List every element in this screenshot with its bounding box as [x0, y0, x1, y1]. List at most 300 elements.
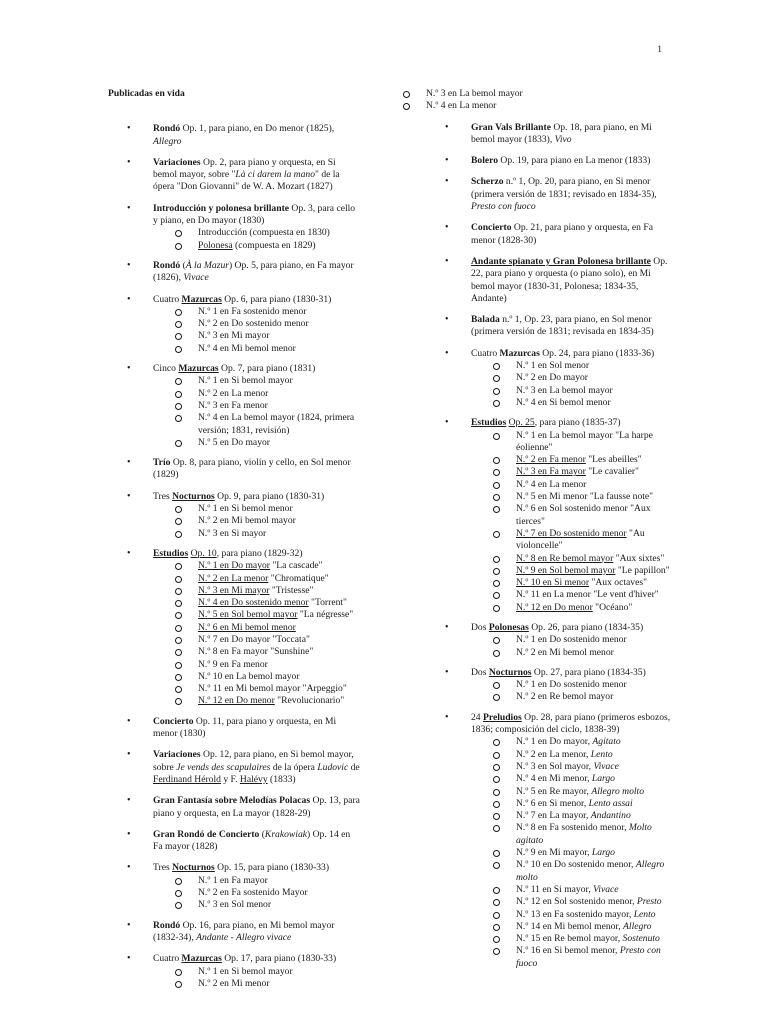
- text-segment: N.º 8 en Fa mayor "Sunshine": [198, 646, 314, 658]
- text-segment: Mazurcas: [499, 347, 540, 359]
- sub-item: [153, 683, 360, 695]
- text-segment: Rondó: [153, 123, 181, 135]
- text-segment: "Aux sixtes": [613, 552, 665, 564]
- sub-item: [153, 671, 360, 683]
- work-link[interactable]: N.º 3 en Mi mayor: [198, 584, 270, 596]
- work-link[interactable]: Nocturnos: [172, 490, 215, 502]
- text-segment: N.º 1 en Si bemol mayor: [198, 375, 293, 387]
- text-segment: N.º 1 en La bemol mayor "La harpe éolienne": [516, 429, 653, 453]
- work-title: [153, 548, 360, 560]
- work-title: [471, 667, 672, 679]
- sub-item: [153, 646, 360, 658]
- sub-item: [153, 622, 360, 634]
- text-segment: Krakowiak: [264, 828, 308, 840]
- sub-item: [153, 227, 360, 239]
- sub-list: [153, 560, 360, 708]
- work-title: [471, 155, 672, 167]
- work-item: [426, 155, 672, 167]
- sub-item: [471, 786, 672, 798]
- sub-item: [471, 372, 672, 384]
- text-segment: Je vends des scapulaires: [176, 761, 271, 773]
- sub-item: [153, 585, 360, 597]
- text-segment: Trío: [153, 457, 171, 469]
- text-segment: N.º 12 en Sol sostenido menor,: [516, 896, 637, 908]
- sub-item: [153, 330, 360, 342]
- text-segment: "Revolucionario": [274, 695, 345, 707]
- sub-item: [471, 503, 672, 528]
- sub-item: [471, 847, 672, 859]
- text-segment: y F.: [220, 773, 240, 785]
- work-title: [153, 920, 360, 945]
- text-segment: Op. 1, para piano, en Do menor (1825),: [180, 123, 335, 135]
- sub-item: [471, 360, 672, 372]
- text-segment: "Chromatique": [268, 572, 329, 584]
- sub-item: [471, 798, 672, 810]
- text-segment: 24: [471, 711, 483, 723]
- page-number: 1: [657, 45, 662, 55]
- text-segment: N.º 13 en Fa sostenido mayor,: [516, 908, 634, 920]
- sub-item: [153, 887, 360, 899]
- work-link[interactable]: N.º 10 en Si menor: [516, 577, 590, 589]
- text-segment: n.º 1, Op. 23, para piano, en Sol menor (primera versión de 1831; revisada en 1834-35): [471, 314, 654, 338]
- text-segment: n.º 1, Op. 20, para piano, en Si menor (primera versión de 1831; revisado en 1834-35),: [471, 176, 657, 200]
- work-item: [426, 348, 672, 409]
- text-segment: N.º 2 en Do sostenido menor: [198, 318, 309, 330]
- work-item: [108, 953, 360, 990]
- works-list-right: [426, 122, 672, 970]
- work-title: [153, 953, 360, 965]
- work-link[interactable]: N.º 2 en La menor: [198, 572, 269, 584]
- sub-list: [153, 966, 360, 991]
- text-segment: Gran Vals Brillante: [471, 121, 551, 133]
- text-segment: Op. 18, para piano, en Mi bemol mayor (1833),: [471, 121, 652, 145]
- work-title: [153, 716, 360, 741]
- sub-list: [471, 360, 672, 409]
- text-segment: Op. 26, para piano (1834-35): [528, 621, 644, 633]
- text-segment: Op. 27, para piano (1834-35): [531, 666, 646, 678]
- text-segment: Op. 22, para piano y orquesta (o piano solo), en Mi bemol mayor (1830-31, Polonesa; 1834-35, Andante): [471, 255, 668, 304]
- sub-item: [471, 397, 672, 409]
- text-segment: N.º 2 en Fa sostenido Mayor: [198, 887, 308, 899]
- work-link[interactable]: Mazurcas: [178, 363, 219, 375]
- text-segment: "La négresse": [297, 609, 354, 621]
- text-segment: Rondó: [153, 919, 181, 931]
- text-segment: Vivace: [593, 760, 619, 772]
- sub-item: [381, 88, 672, 100]
- sub-item: [153, 528, 360, 540]
- text-segment: (: [259, 828, 265, 840]
- text-segment: (compuesta en 1829): [232, 239, 316, 251]
- text-segment: Allegro molto: [516, 859, 665, 883]
- sub-item: [153, 343, 360, 355]
- work-item: [108, 157, 360, 194]
- sub-item: [471, 859, 672, 884]
- work-link[interactable]: N.º 5 en Sol bemol mayor: [198, 609, 298, 621]
- work-title: [153, 795, 360, 820]
- text-segment: (1833): [267, 773, 296, 785]
- work-link[interactable]: N.º 8 en Re bemol mayor: [516, 552, 614, 564]
- sub-item: [153, 318, 360, 330]
- sub-item: [153, 400, 360, 412]
- text-segment: N.º 4 en Mi bemol menor: [198, 342, 296, 354]
- text-segment: N.º 16 en Si bemol menor,: [516, 945, 620, 957]
- work-title: [153, 363, 360, 375]
- sub-item: [471, 810, 672, 822]
- work-title: [471, 622, 672, 634]
- text-segment: ) Op. 5, para piano, en Fa mayor (1826),: [153, 259, 354, 284]
- text-segment: N.º 2 en La menor: [198, 387, 269, 399]
- sub-item: [471, 691, 672, 703]
- sub-item: [471, 577, 672, 589]
- work-link[interactable]: N.º 3 en Fa mayor: [516, 466, 586, 478]
- text-segment: "Tristesse": [269, 584, 314, 596]
- sub-item: [471, 589, 672, 601]
- text-segment: Ludovic: [317, 761, 349, 773]
- right-column: [426, 88, 672, 978]
- work-title: [471, 222, 672, 247]
- work-item: [426, 314, 672, 339]
- work-item: [108, 294, 360, 355]
- text-segment: Cuatro: [471, 347, 500, 359]
- text-segment: Tres: [153, 862, 173, 874]
- text-segment: Variaciones: [153, 156, 201, 168]
- text-segment: N.º 6 en Sol sostenido menor "Aux tierces": [516, 503, 651, 527]
- text-segment: Bolero: [471, 155, 499, 167]
- text-segment: N.º 11 en La menor "Le vent d'hiver": [516, 589, 659, 601]
- text-segment: N.º 3 en La bemol mayor: [426, 88, 523, 99]
- sub-item: [153, 375, 360, 387]
- sub-item: [153, 560, 360, 572]
- sub-item: [471, 454, 672, 466]
- text-segment: N.º 1 en Do sostenido menor: [516, 679, 627, 691]
- text-segment: Vivace: [593, 883, 619, 895]
- work-item: [108, 716, 360, 741]
- work-item: [108, 203, 360, 252]
- text-segment: "La cascade": [269, 560, 323, 572]
- work-link[interactable]: Nocturnos: [488, 666, 532, 678]
- text-segment: Op. 2, para piano y orquesta, en Si bemol mayor, sobre ": [153, 156, 336, 181]
- text-segment: N.º 3 en Mi mayor: [198, 330, 270, 342]
- text-segment: Rondó: [153, 259, 181, 271]
- text-segment: À la Mazur: [185, 259, 229, 271]
- sub-item: [153, 573, 360, 585]
- work-link[interactable]: Polonesa: [198, 239, 233, 251]
- sub-item: [471, 466, 672, 478]
- text-segment: , para piano (1829-32): [216, 547, 303, 559]
- text-segment: "Le cavalier": [585, 466, 639, 478]
- work-title: [471, 314, 672, 339]
- sub-item: [471, 634, 672, 646]
- sub-item: [153, 412, 360, 437]
- sub-item: [153, 634, 360, 646]
- text-segment: N.º 3 en Si mayor: [198, 527, 267, 539]
- text-segment: Cuatro: [153, 953, 182, 965]
- text-segment: Op. 6, para piano (1830-31): [221, 293, 332, 305]
- text-segment: Agitato: [592, 736, 621, 748]
- sub-item: [471, 773, 672, 785]
- work-title: [471, 348, 672, 360]
- sub-item: [471, 761, 672, 773]
- text-segment: Scherzo: [471, 176, 504, 188]
- text-segment: Gran Rondó de Concierto: [153, 828, 260, 840]
- text-segment: N.º 1 en Fa mayor: [198, 874, 268, 886]
- sub-item: [471, 749, 672, 761]
- text-segment: Sostenuto: [622, 933, 660, 945]
- text-segment: N.º 1 en Do sostenido menor: [516, 634, 627, 646]
- text-segment: Op. 16, para piano, en Mi bemol mayor (1832-34),: [153, 919, 335, 943]
- text-segment: de la ópera: [270, 761, 318, 773]
- sub-item: [381, 100, 672, 112]
- sub-item: [153, 515, 360, 527]
- work-item: [108, 363, 360, 449]
- work-link[interactable]: N.º 6 en Mi bemol menor: [198, 621, 296, 633]
- text-segment: N.º 1 en Si bemol menor: [198, 503, 293, 515]
- text-segment: N.º 4 en La menor: [516, 478, 587, 490]
- text-segment: "Les abeilles": [585, 454, 642, 466]
- work-link[interactable]: Ferdinand Hérold: [153, 773, 221, 785]
- sub-item: [471, 679, 672, 691]
- work-title: [153, 294, 360, 306]
- text-segment: N.º 1 en Fa sostenido menor: [198, 305, 307, 317]
- sub-list: [471, 736, 672, 970]
- text-segment: Op. 28, para piano (primeros esbozos, 1836; composición del ciclo, 1838-39): [471, 711, 671, 736]
- sub-list: [471, 634, 672, 659]
- text-segment: Lento: [633, 908, 656, 920]
- text-segment: Allegro molto: [591, 785, 644, 797]
- work-link[interactable]: Polonesas: [488, 621, 529, 633]
- sub-item: [471, 479, 672, 491]
- work-link[interactable]: Halévy: [239, 773, 268, 785]
- text-segment: Cuatro: [153, 293, 182, 305]
- text-segment: N.º 4 en Si bemol menor: [516, 396, 611, 408]
- work-title: [471, 256, 672, 305]
- text-segment: N.º 2 en Mi bemol mayor: [198, 515, 296, 527]
- work-item: [426, 667, 672, 704]
- work-link[interactable]: N.º 12 en Do menor: [198, 695, 275, 707]
- text-segment: N.º 2 en Re bemol mayor: [516, 691, 614, 703]
- work-item: [108, 749, 360, 786]
- sub-item: [471, 933, 672, 945]
- sub-item: [471, 884, 672, 896]
- sub-list: [153, 503, 360, 540]
- text-segment: N.º 3 en La bemol mayor: [516, 384, 613, 396]
- text-segment: Tres: [153, 490, 173, 502]
- text-segment: N.º 5 en Do mayor: [198, 436, 270, 448]
- sub-item: [471, 565, 672, 577]
- text-segment: Op. 8, para piano, violín y cello, en Sol menor (1829): [153, 457, 351, 481]
- text-segment: Vivo: [554, 133, 572, 145]
- sub-item: [471, 385, 672, 397]
- sub-item: [153, 597, 360, 609]
- work-title: [153, 749, 360, 786]
- work-title: [471, 712, 672, 737]
- text-segment: "Torrent": [308, 597, 347, 609]
- text-segment: Op. 21, para piano y orquesta, en Fa menor (1828-30): [471, 222, 653, 246]
- text-segment: Lento: [590, 748, 613, 760]
- work-item: [108, 829, 360, 854]
- work-link[interactable]: Andante spianato y Gran Polonesa brillante: [471, 255, 651, 267]
- text-segment: Op. 11, para piano y orquesta, en Mi menor (1830): [153, 715, 337, 740]
- sub-list: [471, 679, 672, 704]
- work-title: [471, 122, 672, 147]
- sub-item: [471, 647, 672, 659]
- works-list-left: [108, 123, 360, 990]
- left-column: [108, 88, 360, 998]
- text-segment: N.º 11 en Si mayor,: [516, 883, 594, 895]
- text-segment: Largo: [591, 773, 615, 785]
- sub-item: [153, 978, 360, 990]
- text-segment: "Au violoncelle": [516, 527, 645, 552]
- work-item: [426, 712, 672, 970]
- text-segment: Balada: [471, 314, 500, 326]
- sub-list: [153, 227, 360, 252]
- sub-item: [471, 602, 672, 614]
- text-segment: "Le papillon": [615, 564, 670, 576]
- work-link[interactable]: Nocturnos: [172, 862, 215, 874]
- text-segment: N.º 3 en Fa menor: [198, 399, 268, 411]
- work-item: [108, 862, 360, 911]
- sub-item: [153, 899, 360, 911]
- text-segment: Op. 13, para piano y orquesta, en La mayor (1828-29): [153, 795, 360, 819]
- text-segment: N.º 9 en Fa menor: [198, 658, 268, 670]
- work-item: [426, 622, 672, 659]
- work-item: [108, 795, 360, 820]
- text-segment: Op. 9, para piano (1830-31): [214, 490, 325, 502]
- work-title: [471, 176, 672, 213]
- text-segment: Op. 15, para piano (1830-33): [214, 862, 330, 874]
- sub-item: [471, 822, 672, 847]
- sub-item: [471, 491, 672, 503]
- text-segment: N.º 15 en Re bemol mayor,: [516, 933, 623, 945]
- text-segment: Concierto: [471, 222, 512, 234]
- text-segment: N.º 4 en La bemol mayor (1824, primera versión; 1831, revisión): [198, 412, 355, 436]
- work-link[interactable]: N.º 12 en Do menor: [516, 601, 593, 613]
- sub-item: [153, 437, 360, 449]
- work-link[interactable]: N.º 7 en Do sostenido menor: [516, 527, 627, 539]
- sub-item: [471, 921, 672, 933]
- work-item: [426, 417, 672, 614]
- text-segment: Concierto: [153, 715, 194, 727]
- work-link[interactable]: N.º 9 en Sol bemol mayor: [516, 564, 616, 576]
- continued-sublist: [381, 88, 672, 113]
- text-segment: N.º 14 en Mi bemol menor,: [516, 920, 624, 932]
- text-segment: Op. 24, para piano (1833-36): [539, 347, 655, 359]
- sub-item: [153, 240, 360, 252]
- sub-list: [471, 430, 672, 614]
- text-segment: de: [348, 761, 360, 773]
- text-segment: N.º 2 en Mi menor: [198, 977, 270, 989]
- text-segment: Presto con fuoco: [471, 201, 536, 213]
- work-link[interactable]: N.º 4 en Do sostenido menor: [198, 597, 309, 609]
- work-link[interactable]: Mazurcas: [181, 953, 222, 965]
- text-segment: N.º 7 en La mayor,: [516, 810, 591, 822]
- work-item: [426, 222, 672, 247]
- text-segment: N.º 10 en Do sostenido menor,: [516, 859, 636, 871]
- work-link[interactable]: Estudios: [471, 417, 507, 429]
- work-title: [153, 123, 360, 148]
- text-segment: " de la ópera "Don Giovanni" de W. A. Mozart (1827): [153, 169, 340, 193]
- text-segment: N.º 1 en Do mayor,: [516, 736, 593, 748]
- work-item: [426, 256, 672, 305]
- text-segment: Andante - Allegro vivace: [196, 931, 292, 943]
- work-title: [153, 457, 360, 482]
- text-segment: N.º 1 en Si bemol mayor: [198, 965, 293, 977]
- sub-item: [471, 553, 672, 565]
- text-segment: N.º 4 en Mi menor,: [516, 773, 592, 785]
- sub-list: [153, 306, 360, 355]
- text-segment: N.º 2 en Do mayor: [516, 372, 588, 384]
- text-segment: Cinco: [153, 363, 179, 375]
- text-segment: N.º 5 en Re mayor,: [516, 785, 592, 797]
- work-link[interactable]: N.º 1 en Do mayor: [198, 560, 270, 572]
- text-segment: N.º 7 en Do mayor "Toccata": [198, 633, 310, 645]
- text-segment: Op. 7, para piano (1831): [218, 363, 316, 375]
- sub-list: [153, 375, 360, 449]
- sub-item: [153, 695, 360, 707]
- sub-item: [471, 945, 672, 970]
- text-segment: N.º 3 en Sol mayor,: [516, 760, 594, 772]
- text-segment: Op. 19, para piano en La menor (1833): [498, 155, 651, 167]
- text-segment: N.º 4 en La menor: [426, 100, 497, 112]
- text-segment: "Océano": [592, 601, 633, 613]
- work-link[interactable]: Op. 25: [508, 417, 535, 429]
- text-segment: Vivace: [183, 272, 209, 284]
- text-segment: Lento assai: [588, 797, 633, 809]
- work-item: [108, 548, 360, 708]
- work-title: [153, 157, 360, 194]
- sub-item: [153, 875, 360, 887]
- text-segment: Presto con fuoco: [516, 945, 661, 969]
- sub-item: [153, 503, 360, 515]
- text-segment: , para piano (1835-37): [534, 417, 621, 429]
- text-segment: N.º 10 en La bemol mayor: [198, 670, 300, 682]
- work-link[interactable]: Op. 10: [190, 547, 217, 559]
- sub-item: [153, 388, 360, 400]
- work-item: [426, 122, 672, 147]
- text-segment: ) Op. 14 en Fa mayor (1828): [153, 828, 351, 853]
- work-link[interactable]: Estudios: [153, 547, 189, 559]
- text-segment: Molto agitato: [516, 822, 652, 846]
- text-segment: "Aux octaves": [589, 577, 647, 589]
- text-segment: Dos: [471, 666, 489, 678]
- text-segment: N.º 1 en Sol menor: [516, 360, 590, 372]
- sub-item: [471, 909, 672, 921]
- work-title: [471, 417, 672, 429]
- text-segment: Là ci darem la mano: [235, 169, 315, 181]
- sub-item: [471, 736, 672, 748]
- text-segment: Op. 3, para cello y piano, en Do mayor (1830): [153, 202, 356, 227]
- text-segment: N.º 11 en Mi bemol mayor "Arpeggio": [198, 683, 347, 695]
- text-segment: Op. 12, para piano, en Si bemol mayor, sobre: [153, 749, 354, 773]
- text-segment: N.º 3 en Sol menor: [198, 899, 272, 911]
- work-link[interactable]: N.º 2 en Fa menor: [516, 454, 586, 466]
- work-title: [153, 203, 360, 228]
- sub-item: [471, 896, 672, 908]
- text-segment: N.º 2 en La menor,: [516, 748, 591, 760]
- text-segment: N.º 2 en Mi bemol menor: [516, 646, 614, 658]
- sub-item: [153, 659, 360, 671]
- work-item: [108, 491, 360, 540]
- sub-item: [153, 306, 360, 318]
- work-title: [153, 491, 360, 503]
- work-item: [108, 260, 360, 285]
- work-link[interactable]: Preludios: [483, 711, 522, 723]
- section-heading: Publicadas en vida: [108, 88, 185, 99]
- work-title: [153, 260, 360, 285]
- work-link[interactable]: Mazurcas: [181, 293, 222, 305]
- text-segment: N.º 8 en Fa sostenido menor,: [516, 822, 629, 834]
- text-segment: N.º 9 en Mi mayor,: [516, 847, 592, 859]
